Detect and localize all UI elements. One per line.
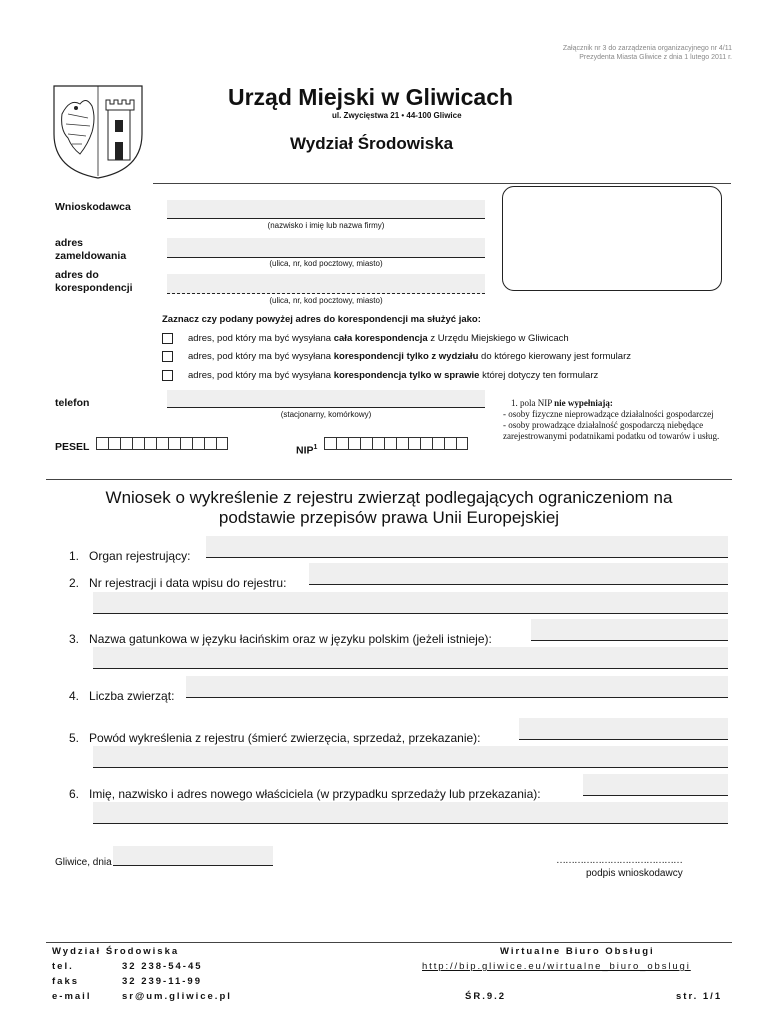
footer-email-label: e-mail	[52, 991, 92, 1002]
answer-2-field-line2[interactable]	[93, 592, 728, 614]
applicant-name-field[interactable]	[167, 200, 485, 219]
pesel-input[interactable]	[96, 437, 228, 450]
checkbox-department-correspondence[interactable]	[162, 351, 173, 362]
signature-label: podpis wnioskodawcy	[586, 868, 683, 879]
pesel-label: PESEL	[55, 441, 90, 453]
applicant-label: Wnioskodawca	[55, 201, 131, 213]
phone-field[interactable]	[167, 390, 485, 408]
checkbox-all-correspondence[interactable]	[162, 333, 173, 344]
phone-hint: (stacjonarny, komórkowy)	[280, 410, 372, 419]
date-field[interactable]	[113, 846, 273, 866]
form-title: Wniosek o wykreślenie z rejestru zwierząt podlegających ograniczeniom na podstawie przepisów prawa Unii Europejskiej	[105, 488, 673, 527]
footer-vbo-link[interactable]: http://bip.gliwice.eu/wirtualne_biuro_obslugi	[422, 961, 691, 972]
registered-address-label: adres zameldowania	[55, 237, 127, 262]
checkbox-case-correspondence[interactable]	[162, 370, 173, 381]
nip-note-line1: - osoby fizyczne nieprowadzące działalności gospodarczej	[503, 409, 714, 419]
registered-address-field[interactable]	[167, 238, 485, 258]
footer-tel: 32 238-54-45	[122, 961, 203, 972]
place-date-label: Gliwice, dnia	[55, 857, 112, 868]
nip-note: 1. pola NIP nie wypełniają: - osoby fizyczne nieprowadzące działalności gospodarczej - osoby prowadzące działalność gospodarczą niebędące zarejestrowanymi podatnikami podatku od towarów i usług.	[503, 398, 720, 441]
correspondence-question: Zaznacz czy podany powyżej adres do korespondencji ma służyć jako:	[162, 314, 481, 325]
correspondence-address-hint: (ulica, nr, kod pocztowy, miasto)	[269, 296, 383, 305]
option-case-correspondence: adres, pod który ma być wysyłana korespondencja tylko w sprawie której dotyczy ten formularz	[188, 370, 599, 381]
nip-note-line2: - osoby prowadzące działalność gospodarczą niebędące zarejestrowanymi podatnikami podatku od towarów i usług.	[503, 420, 720, 441]
office-title: Urząd Miejski w Gliwicach	[228, 84, 514, 110]
question-4: 4. Liczba zwierząt:	[69, 689, 175, 703]
coat-of-arms-icon	[52, 84, 144, 185]
answer-5-field[interactable]	[519, 718, 728, 740]
registered-address-hint: (ulica, nr, kod pocztowy, miasto)	[269, 259, 383, 268]
question-1: 1. Organ rejestrujący:	[69, 549, 191, 563]
attachment-note-line1: Załącznik nr 3 do zarządzenia organizacyjnego nr 4/11	[562, 45, 732, 52]
answer-3-field-line2[interactable]	[93, 647, 728, 669]
answer-6-field[interactable]	[583, 774, 728, 796]
applicant-name-hint: (nazwisko i imię lub nazwa firmy)	[267, 221, 385, 230]
answer-4-field[interactable]	[186, 676, 728, 698]
attachment-note-line2: Prezydenta Miasta Gliwice z dnia 1 lutego 2011 r.	[579, 54, 732, 61]
phone-label: telefon	[55, 397, 90, 409]
answer-1-field[interactable]	[206, 536, 728, 558]
footer-divider	[46, 942, 732, 943]
footer-email: sr@um.gliwice.pl	[122, 991, 232, 1002]
answer-5-field-line2[interactable]	[93, 746, 728, 768]
answer-3-field[interactable]	[531, 619, 728, 641]
footer-vbo-title: Wirtualne Biuro Obsługi	[500, 946, 655, 957]
option-department-correspondence: adres, pod który ma być wysyłana korespondencji tylko z wydziału do którego kierowany jest formularz	[188, 351, 631, 362]
department-title: Wydział Środowiska	[290, 134, 454, 153]
footer-department: Wydział Środowiska	[52, 946, 180, 957]
correspondence-address-field[interactable]	[167, 274, 485, 294]
footer-page-number: str. 1/1	[676, 991, 723, 1002]
footer-form-code: ŚR.9.2	[465, 991, 507, 1002]
footer-tel-label: tel.	[52, 961, 74, 972]
stamp-box	[502, 186, 722, 291]
question-5: 5. Powód wykreślenia z rejestru (śmierć zwierzęcia, sprzedaż, przekazanie):	[69, 731, 481, 745]
header-divider	[153, 183, 731, 184]
question-6: 6. Imię, nazwisko i adres nowego właściciela (w przypadku sprzedaży lub przekazania):	[69, 787, 541, 801]
nip-input[interactable]	[324, 437, 468, 450]
attachment-note	[563, 44, 732, 62]
office-address: ul. Zwycięstwa 21 • 44-100 Gliwice	[332, 111, 462, 120]
question-3: 3. Nazwa gatunkowa w języku łacińskim oraz w języku polskim (jeżeli istnieje):	[69, 632, 492, 646]
answer-6-field-line2[interactable]	[93, 802, 728, 824]
nip-label: NIP$^1$	[296, 444, 318, 457]
option-all-correspondence: adres, pod który ma być wysyłana cała korespondencja z Urzędu Miejskiego w Gliwicach	[188, 333, 569, 344]
footer-fax: 32 239-11-99	[122, 976, 202, 987]
section-divider	[46, 479, 732, 480]
signature-dots: ……………………………………	[556, 855, 682, 866]
answer-2-field[interactable]	[309, 563, 728, 585]
nip-note-title: 1. pola NIP	[511, 398, 555, 408]
footer-fax-label: faks	[52, 976, 80, 987]
nip-footnote-marker: 1	[313, 444, 318, 451]
correspondence-address-label: adres do korespondencji	[55, 269, 133, 294]
question-2: 2. Nr rejestracji i data wpisu do rejestru:	[69, 576, 287, 590]
